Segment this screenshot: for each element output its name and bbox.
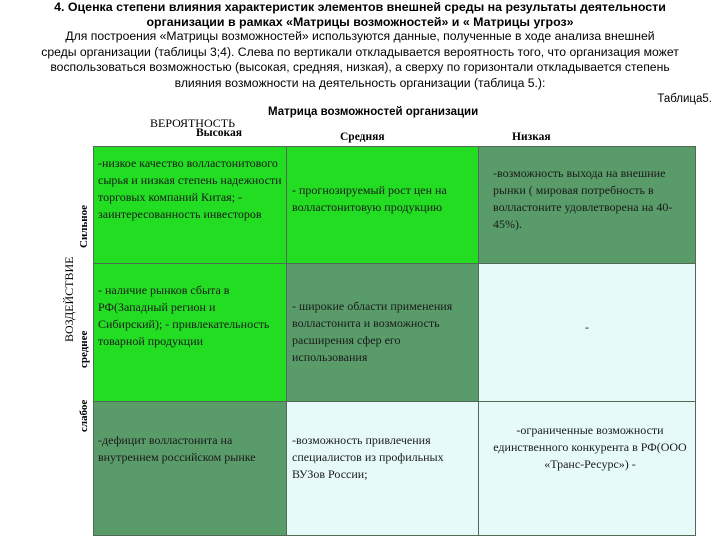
intro-line-1: Для построения «Матрицы возможностей» используются данные, полученные в ходе анализа внешней — [65, 29, 655, 43]
matrix-cell-medium-low — [479, 264, 696, 402]
matrix-cell-weak-high — [94, 402, 287, 536]
cell-text: -возможность привлечения специалистов из профильных ВУЗов России; — [292, 433, 444, 481]
cell-text: - прогнозируемый рост цен на волластонитовую продукцию — [292, 183, 447, 214]
cell-text: - широкие области применения волластонита и возможность расширения сфер его использования — [292, 299, 453, 364]
matrix-cell-medium-medium — [287, 264, 479, 402]
matrix-cell-strong-medium — [287, 147, 479, 264]
intro-line-4: влияния возможности на деятельность организации (таблица 5.): — [174, 75, 546, 90]
row-header-medium: среднее — [78, 330, 90, 368]
intro-paragraph — [0, 29, 720, 91]
section-heading — [0, 0, 720, 30]
table-label: Таблица5. — [657, 93, 712, 105]
cell-text: - наличие рынков сбыта в РФ(Западный регион и Сибирский); - привлекательность товарной продукции — [98, 283, 270, 348]
opportunity-matrix-table — [93, 146, 696, 536]
cell-text: -возможность выхода на внешние рынки ( мировая потребность в волластоните удовлетворена на 40- 45%). — [493, 166, 673, 231]
matrix-cell-weak-low — [479, 402, 696, 536]
cell-text: -дефицит волластонита на внутреннем российском рынке — [98, 433, 256, 464]
cell-text: -низкое качество волластонитового сырья и низкая степень надежности торговых компаний Китая; - заинтересованность инвесторов — [98, 156, 282, 221]
column-header-high: Высокая — [196, 127, 242, 139]
matrix-row-weak — [94, 402, 696, 536]
row-header-weak: слабое — [78, 399, 90, 432]
matrix-row-medium — [94, 264, 696, 402]
matrix-title: Матрица возможностей организации — [268, 106, 479, 118]
matrix-row-strong — [94, 147, 696, 264]
heading-line-2: организации в рамках «Матрицы возможностей» и « Матрицы угроз» — [146, 15, 574, 29]
matrix-cell-strong-high — [94, 147, 287, 264]
column-header-medium: Средняя — [340, 131, 385, 143]
intro-line-2: среды организации (таблицы 3;4). Слева по вертикали откладывается вероятность того, что организация может — [41, 44, 679, 59]
column-header-low: Низкая — [512, 131, 551, 143]
matrix-cell-weak-medium — [287, 402, 479, 536]
matrix-cell-strong-low — [479, 147, 696, 264]
intro-line-3: воспользоваться возможностью (высокая, средняя, низкая), а сверху по горизонтали откладывается степень — [50, 60, 670, 74]
probability-label: ВЕРОЯТНОСТЬ — [150, 116, 235, 130]
matrix-cell-medium-high — [94, 264, 287, 402]
heading-line-1: 4. Оценка степени влияния характеристик элементов внешней среды на результаты деятельности — [54, 0, 666, 14]
cell-text: - — [585, 320, 589, 334]
row-header-strong: Сильное — [78, 205, 90, 248]
influence-label: ВОЗДЕЙСТВИЕ — [62, 256, 76, 342]
cell-text: -ограниченные возможности единственного конкурента в РФ(ООО «Транс-Ресурс») - — [493, 423, 687, 471]
